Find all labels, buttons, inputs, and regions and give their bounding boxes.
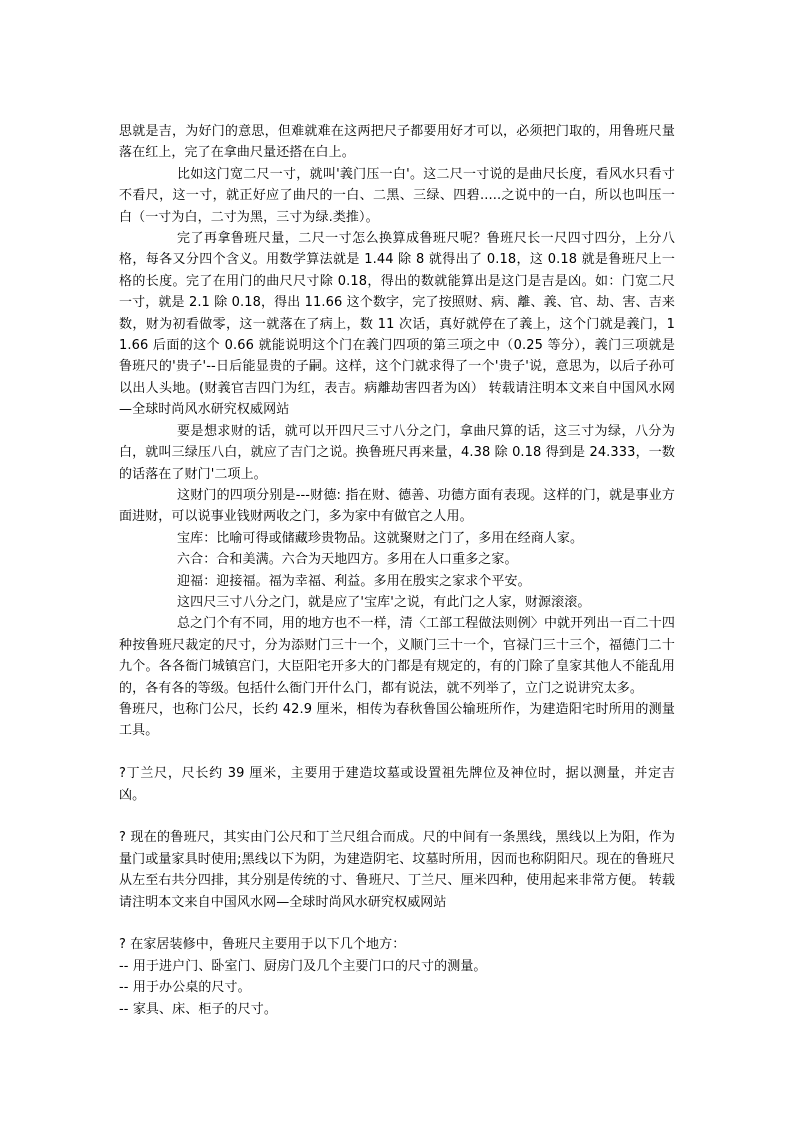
paragraph-home-usage-intro: ? 在家居装修中，鲁班尺主要用于以下几个地方：	[119, 937, 406, 953]
paragraph-continuation: 思就是吉，为好门的意思，但难就难在这两把尺子都要用好才可以，必须把门取的，用鲁班尺量落在红上，完了在拿曲尺量还搭在白上。	[119, 124, 675, 161]
paragraph-wealth-door: 要是想求财的话，就可以开四尺三寸八分之门，拿曲尺算的话，这三寸为绿，八分为白，就叫三绿压八白，就应了吉门之说。换鲁班尺再来量，4.38 除 0.18 得到是 24.333，一数的话落在了财门'二项上。	[119, 423, 675, 482]
list-item-door-measure: -- 用于进户门、卧室门、厨房门及几个主要门口的尺寸的测量。	[119, 958, 487, 974]
paragraph-door-width-example: 比如这门宽二尺一寸，就叫'義门压一白'。这二尺一寸说的是曲尺长度，看风水只看寸不看尺，这一寸，就正好应了曲尺的一白、二黑、三绿、四碧.....之说中的一白，所以也叫压一白（一寸为白，二寸为黑，三寸为绿.类推）。	[119, 166, 675, 225]
paragraph-dinglan-ruler: ?丁兰尺，尺长约 39 厘米，主要用于建造坟墓或设置祖先牌位及神位时，据以测量，并定吉凶。	[119, 766, 675, 803]
paragraph-modern-luban-ruler: ? 现在的鲁班尺，其实由门公尺和丁兰尺组合而成。尺的中间有一条黑线，黑线以上为阳，作为量门或量家具时使用;黑线以下为阴，为建造阴宅、坟墓时所用，因而也称阴阳尺。现在的鲁班尺从左至右共分四排，其分别是传统的寸、鲁班尺、丁兰尺、厘米四种，使用起来非常方便。 转载请注明本文来自中国风水网—全球时尚风水研究权威网站	[119, 830, 675, 910]
list-item-yingfu: 迎福：迎接福。福为幸福、利益。多用在殷实之家求个平安。	[177, 573, 531, 589]
document-body	[119, 121, 675, 1020]
paragraph-summary: 总之门个有不同，用的地方也不一样，清〈工部工程做法则例〉中就开列出一百二十四种按鲁班尺裁定的尺寸，分为添财门三十一个，义顺门三十一个，官禄门三十三个，福德门二十九个。各各衙门城镇宫门，大臣阳宅开多大的门都是有规定的，有的门除了皇家其他人不能乱用的，各有各的等级。包括什么衙门开什么门，都有说法，就不列举了，立门之说讲究太多。	[119, 616, 675, 696]
list-item-liuhe: 六合：合和美满。六合为天地四方。多用在人口重多之家。	[177, 552, 518, 568]
paragraph-wealth-four-items: 这财门的四项分别是---财德: 指在财、德善、功德方面有表现。这样的门，就是事业方面进财，可以说事业钱财两收之门，多为家中有做官之人用。	[119, 487, 675, 525]
list-item-furniture-size: -- 家具、床、柜子的尺寸。	[119, 1001, 277, 1017]
paragraph-baoku-door: 这四尺三寸八分之门，就是应了'宝库'之说，有此门之人家，财源滚滚。	[177, 594, 591, 610]
list-item-desk-size: -- 用于办公桌的尺寸。	[119, 980, 251, 996]
list-item-baoku: 宝库：比喻可得或储藏珍贵物品。这就聚财之门了，多用在经商人家。	[177, 530, 584, 546]
paragraph-luban-conversion: 完了再拿鲁班尺量，二尺一寸怎么换算成鲁班尺呢？鲁班尺长一尺四寸四分，上分八格，每各又分四个含义。用数学算法就是 1.44 除 8 就得出了 0.18，这 0.18 就是鲁班尺上一格的长度。完了在用门的曲尺尺寸除 0.18，得出的数就能算出是这门是吉是凶。如：门宽二尺一寸，就是 2.1 除 0.18，得出 11.66 这个数字，完了按照财、病、離、義、官、劫、害、吉来数，财为初看做零，这一就落在了病上，数 11 次话，真好就停在了義上，这个门就是義门，11.66 后面的这个 0.66 就能说明这个门在義门四项的第三项之中（0.25 等分），義门三项就是鲁班尺的'贵子'--日后能显贵的子嗣。这样，这个门就求得了一个'贵子'说，意思为，以后子孙可以出人头地。(财義官吉四门为红，表吉。病離劫害四者为凶） 转载请注明本文来自中国风水网—全球时尚风水研究权威网站	[119, 231, 675, 418]
paragraph-menggong-ruler: 鲁班尺，也称门公尺，长约 42.9 厘米，相传为春秋鲁国公输班所作，为建造阳宅时所用的测量工具。	[119, 701, 675, 739]
